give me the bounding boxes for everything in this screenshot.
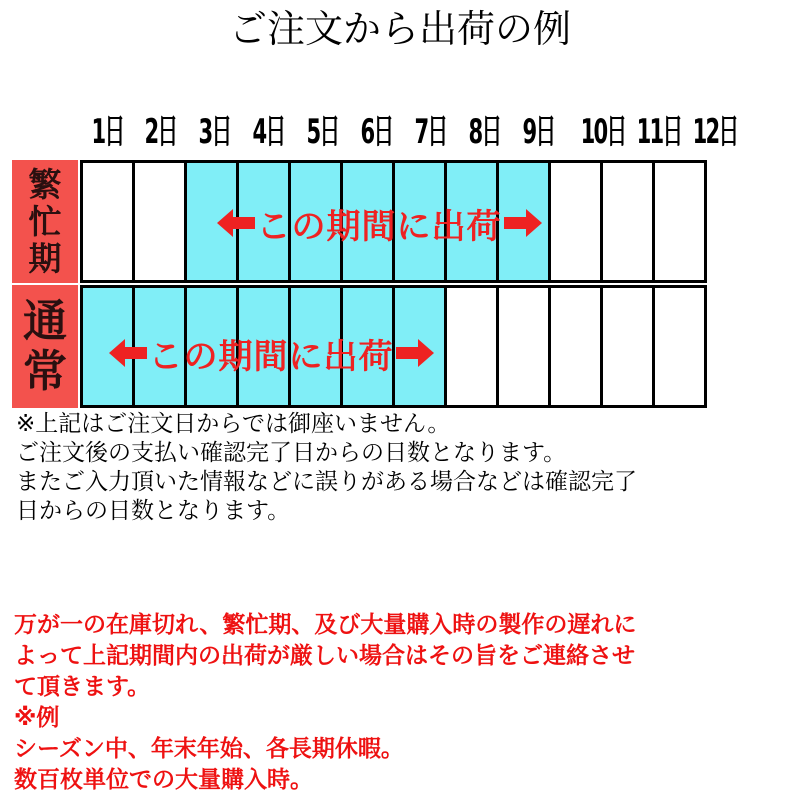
- busy-label-char: 繁: [28, 165, 62, 204]
- arrow-left-icon: [109, 339, 147, 367]
- day-cell: [548, 285, 603, 408]
- day-label: 6日: [360, 112, 393, 152]
- note-line: ご注文後の支払い確認完了日からの日数となります。: [16, 440, 567, 466]
- arrow-left-icon: [217, 209, 255, 237]
- day-cell: [132, 160, 187, 283]
- day-label: 5日: [306, 112, 339, 152]
- warning-line: ※例: [14, 705, 60, 731]
- warning-text: [14, 610, 636, 796]
- busy-label-char: 期: [28, 239, 62, 278]
- day-cell: [496, 285, 551, 408]
- arrow-right-icon: [396, 339, 434, 367]
- normal-shipping-period: [82, 333, 460, 377]
- note-line: ※上記はご注文日からでは御座いません。: [16, 411, 451, 437]
- shipping-period-text: この期間に出荷: [148, 336, 394, 377]
- normal-label-char: 常: [23, 345, 67, 397]
- day-label: 9日: [522, 112, 555, 152]
- warning-line: て頂きます。: [14, 674, 151, 700]
- day-label: 4日: [252, 112, 285, 152]
- day-cell: [652, 285, 707, 408]
- note-text: [16, 410, 637, 526]
- day-cell: [652, 160, 707, 283]
- warning-line: よって上記期間内の出荷が厳しい場合はその旨をご連絡させ: [14, 643, 635, 669]
- day-label: 3日: [198, 112, 231, 152]
- shipping-period-text: この期間に出荷: [256, 206, 502, 247]
- arrow-right-icon: [504, 209, 542, 237]
- day-label: 2日: [144, 112, 177, 152]
- day-cell: [600, 160, 655, 283]
- note-line: 日からの日数となります。: [16, 498, 291, 524]
- page-title: ご注文から出荷の例: [228, 7, 571, 51]
- warning-line: シーズン中、年末年始、各長期休暇。: [14, 736, 404, 762]
- warning-line: 数百枚単位での大量購入時。: [14, 767, 313, 793]
- day-label: 7日: [414, 112, 447, 152]
- busy-season-label: [12, 160, 78, 283]
- day-label: 10日: [580, 112, 626, 152]
- day-label: 11日: [636, 112, 682, 152]
- day-label: 12日: [692, 112, 738, 152]
- day-label: 1日: [91, 112, 124, 152]
- day-label: 8日: [468, 112, 501, 152]
- normal-label-char: 通: [23, 295, 67, 347]
- busy-shipping-period: [188, 203, 570, 247]
- warning-line: 万が一の在庫切れ、繁忙期、及び大量購入時の製作の遅れに: [14, 612, 637, 638]
- normal-season-label: [12, 285, 78, 408]
- day-cell: [600, 285, 655, 408]
- day-cell: [80, 160, 135, 283]
- note-line: またご入力頂いた情報などに誤りがある場合などは確認完了: [16, 469, 637, 495]
- busy-label-char: 忙: [28, 202, 62, 241]
